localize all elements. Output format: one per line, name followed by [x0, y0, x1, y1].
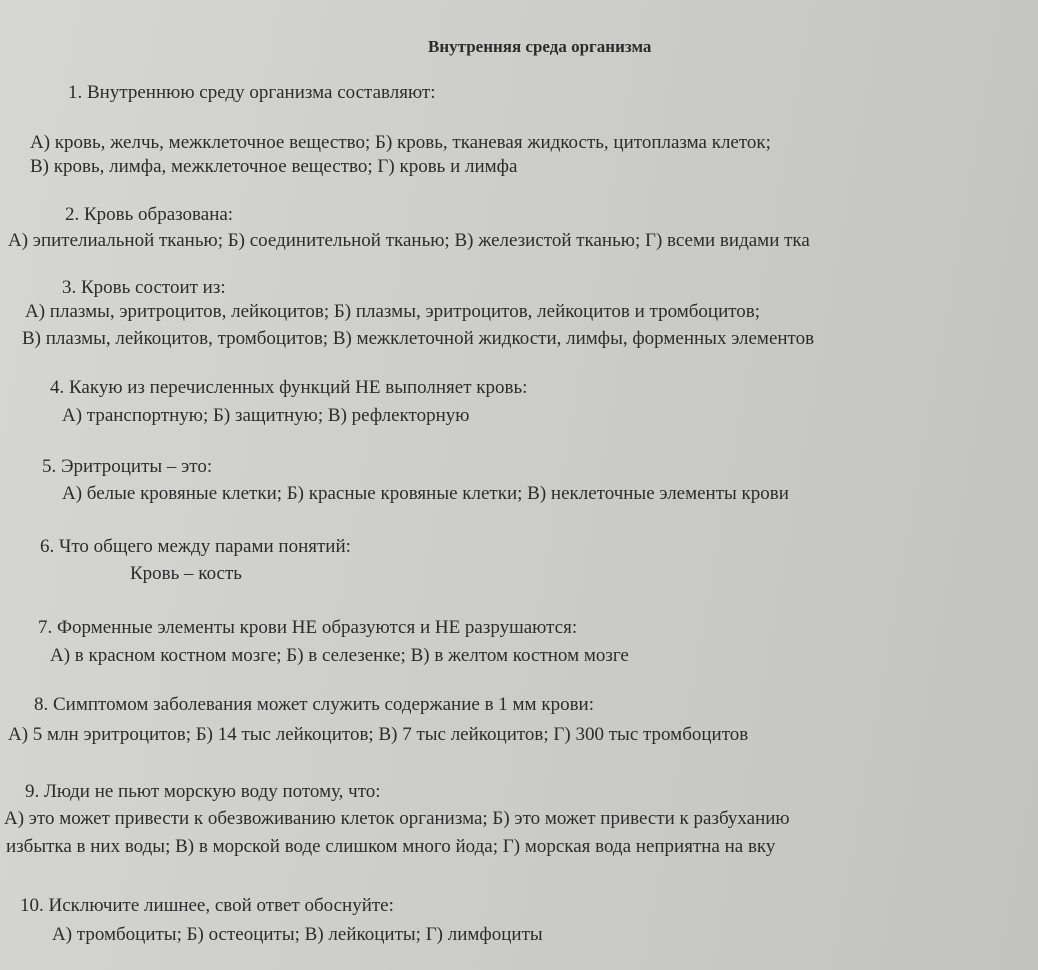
question-3-options-line-1: А) плазмы, эритроцитов, лейкоцитов; Б) плазмы, эритроцитов, лейкоцитов и тромбоцитов;	[25, 301, 761, 322]
question-7: 7. Форменные элементы крови НЕ образуются и НЕ разрушаются:	[38, 617, 578, 638]
question-1: 1. Внутреннюю среду организма составляют:	[68, 82, 436, 103]
question-5: 5. Эритроциты – это:	[42, 456, 213, 477]
question-9-options-line-1: А) это может привести к обезвоживанию клеток организма; Б) это может привести к разбуханию	[4, 808, 790, 829]
question-1-options-line-2: В) кровь, лимфа, межклеточное вещество; Г) кровь и лимфа	[30, 156, 518, 177]
question-5-options: А) белые кровяные клетки; Б) красные кровяные клетки; В) неклеточные элементы крови	[62, 483, 789, 504]
question-6: 6. Что общего между парами понятий:	[40, 536, 351, 557]
question-3: 3. Кровь состоит из:	[62, 277, 226, 298]
question-2: 2. Кровь образована:	[65, 204, 234, 225]
question-3-options-line-2: В) плазмы, лейкоцитов, тромбоцитов; В) межклеточной жидкости, лимфы, форменных элементов	[22, 328, 815, 349]
question-8: 8. Симптомом заболевания может служить содержание в 1 мм крови:	[34, 694, 594, 715]
question-7-options: А) в красном костном мозге; Б) в селезенке; В) в желтом костном мозге	[50, 645, 629, 666]
question-9: 9. Люди не пьют морскую воду потому, что:	[25, 781, 381, 802]
question-8-options: А) 5 млн эритроцитов; Б) 14 тыс лейкоцитов; В) 7 тыс лейкоцитов; Г) 300 тыс тромбоцитов	[8, 724, 749, 745]
question-10: 10. Исключите лишнее, свой ответ обоснуйте:	[20, 895, 394, 916]
page-title: Внутренняя среда организма	[428, 37, 652, 56]
question-1-options-line-1: А) кровь, желчь, межклеточное вещество; Б) кровь, тканевая жидкость, цитоплазма клеток;	[30, 132, 771, 153]
question-2-options: А) эпителиальной тканью; Б) соединительной тканью; В) железистой тканью; Г) всеми видами тка	[8, 230, 810, 251]
question-6-pair: Кровь – кость	[130, 563, 242, 584]
question-4-options: А) транспортную; Б) защитную; В) рефлекторную	[62, 405, 470, 426]
question-4: 4. Какую из перечисленных функций НЕ выполняет кровь:	[50, 377, 528, 398]
question-9-options-line-2: избытка в них воды; В) в морской воде слишком много йода; Г) морская вода неприятна на вку	[6, 836, 776, 857]
question-10-options: А) тромбоциты; Б) остеоциты; В) лейкоциты; Г) лимфоциты	[52, 924, 543, 945]
